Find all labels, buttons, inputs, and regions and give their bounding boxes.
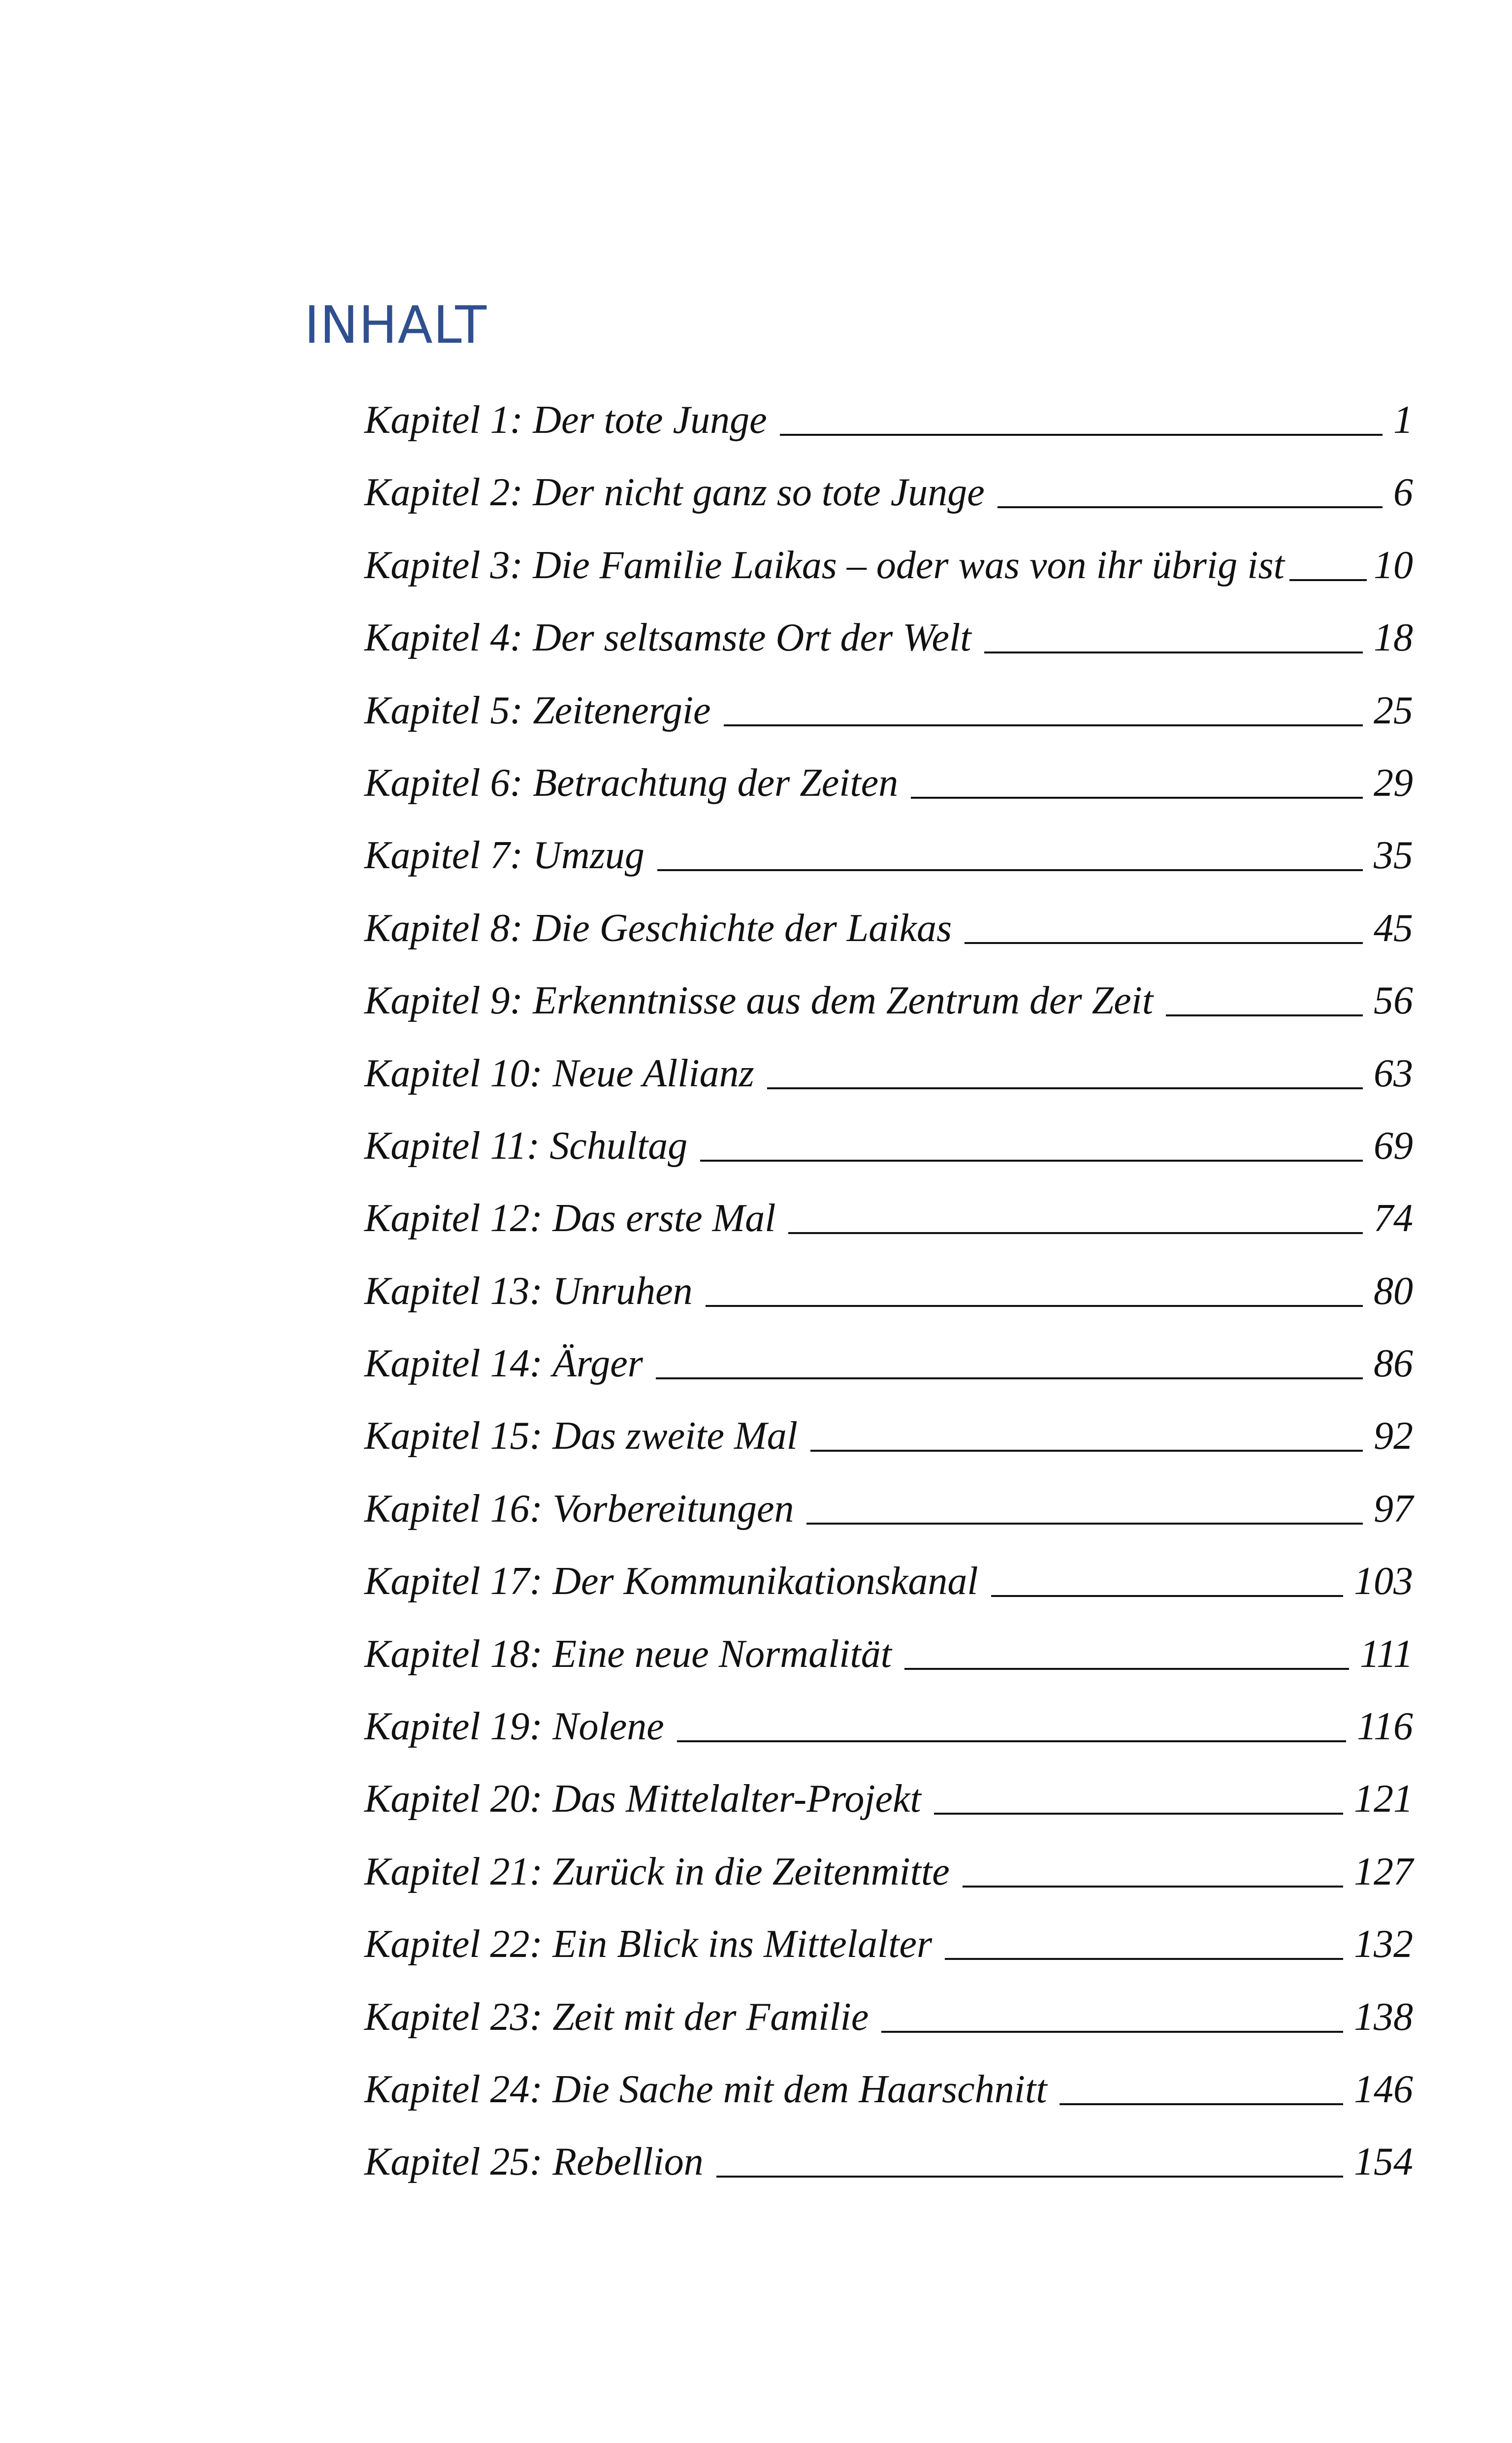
toc-entry <box>364 1763 1413 1835</box>
toc-entry-title: Kapitel 3: Die Familie Laikas – oder was von ihr übrig ist <box>364 543 1285 587</box>
toc-entry <box>364 1473 1413 1545</box>
toc-entry-page: 154 <box>1354 2140 1413 2184</box>
toc-leader-line <box>657 869 1363 871</box>
toc-leader-line <box>656 1377 1363 1379</box>
toc-entry-page: 86 <box>1374 1342 1413 1386</box>
toc-leader-line <box>881 2031 1343 2033</box>
toc-entry-page: 132 <box>1354 1922 1413 1966</box>
toc-entry-page: 10 <box>1374 543 1413 587</box>
toc-entry <box>364 1908 1413 1981</box>
toc-entry <box>364 1836 1413 1908</box>
toc-entry-page: 1 <box>1393 398 1413 442</box>
toc-leader-line <box>1289 579 1367 581</box>
toc-entry-page: 97 <box>1374 1487 1413 1531</box>
toc-entry-page: 121 <box>1354 1777 1413 1821</box>
toc-entry <box>364 1182 1413 1255</box>
toc-entry <box>364 747 1413 819</box>
toc-list <box>364 384 1413 2199</box>
toc-entry-title: Kapitel 2: Der nicht ganz so tote Junge <box>364 471 985 515</box>
toc-entry-title: Kapitel 7: Umzug <box>364 834 644 878</box>
toc-entry-title: Kapitel 9: Erkenntnisse aus dem Zentrum der Zeit <box>364 979 1154 1023</box>
toc-leader-line <box>1166 1014 1363 1016</box>
toc-entry-title: Kapitel 11: Schultag <box>364 1124 688 1168</box>
toc-leader-line <box>965 942 1363 944</box>
toc-entry-title: Kapitel 21: Zurück in die Zeitenmitte <box>364 1850 950 1893</box>
toc-entry-title: Kapitel 13: Unruhen <box>364 1269 693 1313</box>
toc-entry-title: Kapitel 22: Ein Blick ins Mittelalter <box>364 1922 933 1966</box>
toc-entry <box>364 892 1413 965</box>
toc-entry-page: 25 <box>1374 688 1413 732</box>
toc-entry <box>364 1981 1413 2053</box>
toc-heading: INHALT <box>304 295 487 355</box>
toc-leader-line <box>997 506 1383 508</box>
toc-entry <box>364 1545 1413 1618</box>
toc-leader-line <box>706 1305 1363 1307</box>
toc-entry <box>364 1255 1413 1328</box>
toc-entry-title: Kapitel 25: Rebellion <box>364 2140 704 2184</box>
toc-entry-page: 127 <box>1354 1850 1413 1893</box>
toc-entry-title: Kapitel 8: Die Geschichte der Laikas <box>364 906 952 950</box>
toc-entry-title: Kapitel 16: Vorbereitungen <box>364 1487 794 1531</box>
toc-entry-page: 80 <box>1374 1269 1413 1313</box>
toc-leader-line <box>677 1740 1346 1742</box>
toc-leader-line <box>991 1595 1343 1597</box>
toc-entry-page: 35 <box>1374 834 1413 878</box>
toc-entry-title: Kapitel 1: Der tote Junge <box>364 398 767 442</box>
toc-leader-line <box>984 651 1363 653</box>
toc-entry <box>364 1038 1413 1110</box>
toc-leader-line <box>716 2176 1343 2178</box>
toc-entry <box>364 1691 1413 1763</box>
toc-entry <box>364 384 1413 456</box>
toc-entry-page: 69 <box>1374 1124 1413 1168</box>
toc-entry-page: 103 <box>1354 1560 1413 1603</box>
toc-entry-page: 18 <box>1374 616 1413 660</box>
toc-entry-page: 63 <box>1374 1051 1413 1095</box>
toc-leader-line <box>806 1523 1363 1525</box>
toc-leader-line <box>934 1813 1343 1815</box>
toc-entry-page: 74 <box>1374 1197 1413 1240</box>
toc-entry-title: Kapitel 4: Der seltsamste Ort der Welt <box>364 616 971 660</box>
toc-entry <box>364 819 1413 892</box>
toc-entry <box>364 529 1413 602</box>
toc-entry <box>364 1400 1413 1472</box>
toc-leader-line <box>904 1668 1349 1670</box>
toc-leader-line <box>810 1450 1363 1452</box>
toc-entry-title: Kapitel 20: Das Mittelalter-Projekt <box>364 1777 921 1821</box>
toc-entry-title: Kapitel 12: Das erste Mal <box>364 1197 776 1240</box>
toc-entry-title: Kapitel 14: Ärger <box>364 1342 643 1386</box>
toc-entry <box>364 1618 1413 1691</box>
toc-entry-page: 45 <box>1374 906 1413 950</box>
toc-entry <box>364 675 1413 747</box>
toc-entry-title: Kapitel 24: Die Sache mit dem Haarschnitt <box>364 2067 1047 2111</box>
toc-entry <box>364 2126 1413 2198</box>
toc-entry-page: 146 <box>1354 2067 1413 2111</box>
toc-leader-line <box>788 1232 1363 1234</box>
toc-leader-line <box>1060 2103 1343 2105</box>
toc-leader-line <box>724 724 1363 726</box>
toc-leader-line <box>963 1886 1343 1888</box>
toc-leader-line <box>911 797 1363 799</box>
toc-entry-page: 111 <box>1359 1632 1413 1676</box>
toc-entry <box>364 1328 1413 1400</box>
toc-entry-title: Kapitel 5: Zeitenergie <box>364 688 711 732</box>
toc-entry-page: 138 <box>1354 1995 1413 2039</box>
toc-entry-title: Kapitel 15: Das zweite Mal <box>364 1414 798 1458</box>
toc-entry-title: Kapitel 19: Nolene <box>364 1705 664 1749</box>
toc-entry-title: Kapitel 10: Neue Allianz <box>364 1051 754 1095</box>
toc-entry-title: Kapitel 6: Betrachtung der Zeiten <box>364 761 899 805</box>
toc-entry <box>364 1110 1413 1182</box>
toc-entry-title: Kapitel 18: Eine neue Normalität <box>364 1632 892 1676</box>
toc-entry-title: Kapitel 17: Der Kommunikationskanal <box>364 1560 978 1603</box>
toc-entry <box>364 602 1413 674</box>
toc-entry <box>364 965 1413 1037</box>
toc-entry <box>364 2053 1413 2126</box>
toc-entry-title: Kapitel 23: Zeit mit der Familie <box>364 1995 869 2039</box>
toc-entry-page: 6 <box>1393 471 1413 515</box>
toc-entry-page: 92 <box>1374 1414 1413 1458</box>
toc-leader-line <box>700 1160 1363 1162</box>
toc-entry-page: 56 <box>1374 979 1413 1023</box>
toc-leader-line <box>945 1958 1343 1960</box>
toc-leader-line <box>780 434 1383 436</box>
toc-entry <box>364 456 1413 529</box>
toc-entry-page: 29 <box>1374 761 1413 805</box>
toc-leader-line <box>767 1087 1363 1089</box>
toc-entry-page: 116 <box>1356 1705 1413 1749</box>
